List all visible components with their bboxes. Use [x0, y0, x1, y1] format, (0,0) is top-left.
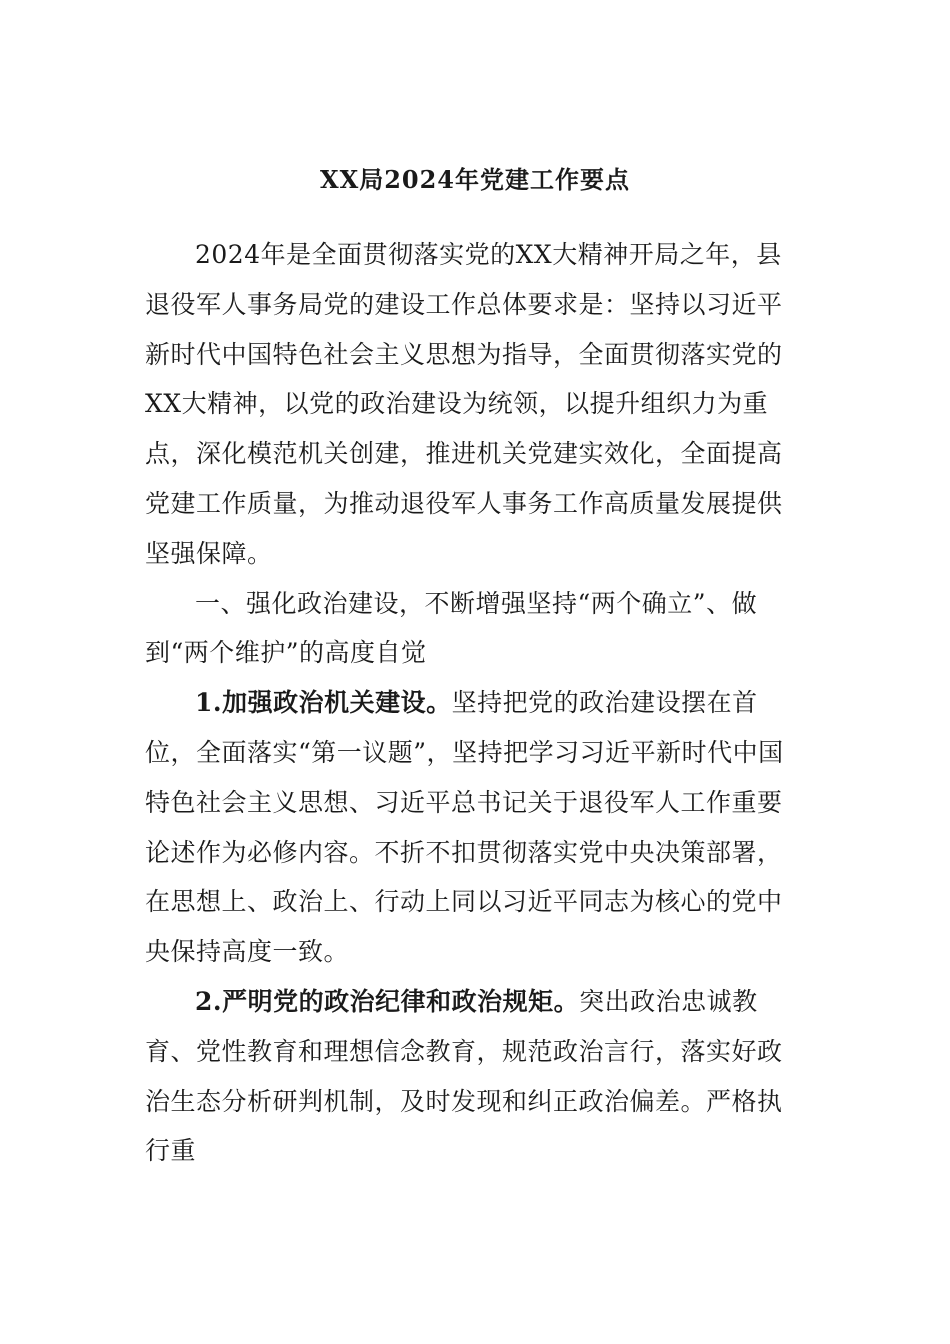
paragraph-item-2	[145, 977, 805, 1176]
paragraph-lead: 2.严明党的政治纪律和政治规矩。	[195, 986, 580, 1016]
section-heading-1	[145, 579, 805, 679]
paragraph-item-1	[145, 678, 805, 977]
paragraph-text: 坚持把党的政治建设摆在首位，全面落实“第一议题”，坚持把学习习近平新时代中国特色社会主义思想、习近平总书记关于退役军人工作重要论述作为必修内容。不折不扣贯彻落实党中央决策部署，在思想上、政治上、行动上同以习近平同志为核心的党中央保持高度一致。	[145, 688, 784, 967]
paragraph-text: 2024年是全面贯彻落实党的XX大精神开局之年，县退役军人事务局党的建设工作总体要求是：坚持以习近平新时代中国特色社会主义思想为指导，全面贯彻落实党的XX大精神，以党的政治建设为统领，以提升组织力为重点，深化模范机关创建，推进机关党建实效化，全面提高党建工作质量，为推动退役军人事务工作高质量发展提供坚强保障。	[145, 240, 783, 568]
document-title: XX局2024年党建工作要点	[319, 165, 631, 194]
paragraph-intro	[145, 230, 805, 579]
document-body	[145, 230, 805, 1176]
paragraph-lead: 1.加强政治机关建设。	[195, 688, 452, 718]
paragraph-text: 突出政治忠诚教育、党性教育和理想信念教育，规范政治言行，落实好政治生态分析研判机制，及时发现和纠正政治偏差。严格执行重	[145, 986, 783, 1166]
paragraph-text: 一、强化政治建设，不断增强坚持“两个确立”、做到“两个维护”的高度自觉	[145, 588, 758, 668]
